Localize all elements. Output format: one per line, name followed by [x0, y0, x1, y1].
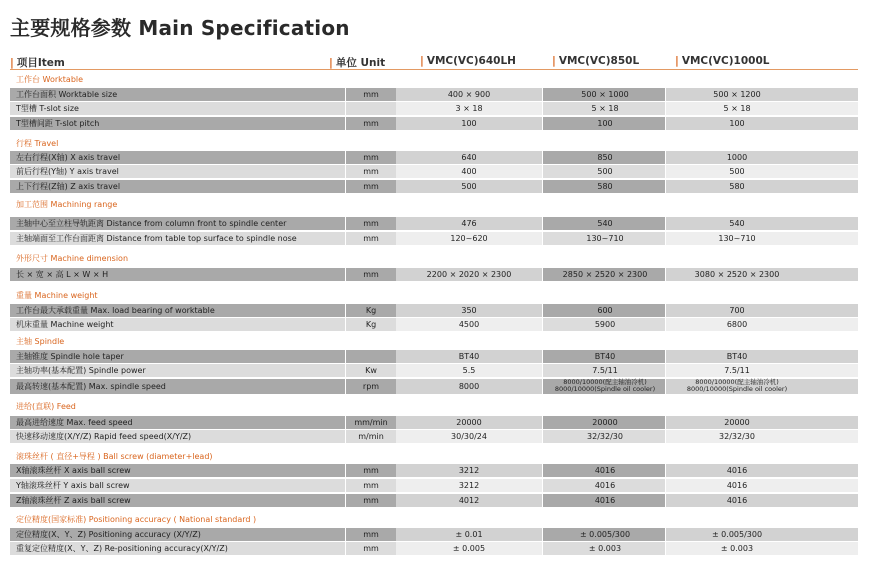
row-value-1: 30/30/24 [451, 432, 487, 441]
row-value-3: 7.5/11 [724, 366, 750, 375]
row-value-3: ± 0.005/300 [711, 530, 763, 539]
row-value-3: 20000 [724, 418, 750, 427]
row-value-3: 100 [729, 119, 745, 128]
row-value-2: ± 0.003 [588, 544, 622, 553]
section-machining: 加工范围 Machining range [16, 200, 118, 209]
section-weight: 重量 Machine weight [16, 291, 98, 300]
row-value-3b: 8000/10000(Spindle oil cooler) [686, 385, 788, 393]
row-value-2b: 8000/10000(Spindle oil cooler) [554, 385, 656, 393]
row-value-2: 5 × 18 [591, 104, 619, 113]
row-value-2: 7.5/11 [592, 366, 618, 375]
row-unit: rpm [362, 382, 380, 391]
row-unit: mm [363, 544, 379, 553]
row-value-2: 850 [597, 153, 613, 162]
table-row [10, 165, 858, 178]
row-value-1: BT40 [458, 352, 480, 361]
row-label: 快速移动速度(X/Y/Z) Rapid feed speed(X/Y/Z) [16, 432, 192, 441]
row-label: 左右行程(X轴) X axis travel [16, 153, 121, 162]
row-value-2: 580 [597, 182, 613, 191]
row-label: 最高转速(基本配置) Max. spindle speed [16, 382, 166, 391]
section-feed: 进给(直联) Feed [16, 402, 76, 411]
row-value-2: 500 [597, 167, 613, 176]
header-model-1 [420, 55, 516, 67]
table-row [10, 180, 858, 193]
section-spindle: 主轴 Spindle [16, 337, 65, 346]
row-label: 主轴锥度 Spindle hole taper [16, 352, 124, 361]
row-value-2: ± 0.005/300 [579, 530, 631, 539]
row-label: 最高进给速度 Max. feed speed [16, 418, 133, 427]
row-unit: mm/min [354, 418, 388, 427]
row-unit: mm [363, 270, 379, 279]
table-row [10, 151, 858, 164]
table-row [10, 364, 858, 377]
row-value-3: BT40 [726, 352, 748, 361]
row-value-3: 580 [729, 182, 745, 191]
row-label: 长 × 宽 × 高 L × W × H [16, 270, 109, 279]
row-value-1: 8000 [458, 382, 480, 391]
row-value-3: 4016 [726, 466, 748, 475]
row-label: T型槽 T-slot size [16, 104, 79, 113]
header-item-label: 项目Item [16, 57, 65, 69]
table-row [10, 350, 858, 363]
row-label: 主轴端面至工作台面距离 Distance from table top surface to spindle nose [16, 234, 297, 243]
row-unit: m/min [358, 432, 384, 441]
row-value-1: 476 [461, 219, 477, 228]
header-unit [329, 55, 385, 70]
row-unit: mm [363, 219, 379, 228]
row-value-1: 5.5 [462, 366, 476, 375]
row-label: 主轴中心至立柱导轨距离 Distance from column front to spindle center [16, 219, 287, 228]
row-value-1: ± 0.005 [452, 544, 486, 553]
row-value-1: 120~620 [450, 234, 488, 243]
row-value-1: 3212 [458, 481, 480, 490]
table-row [10, 528, 858, 541]
header-divider [10, 69, 858, 70]
row-value-1: 4012 [458, 496, 480, 505]
row-value-3: 3080 × 2520 × 2300 [694, 270, 780, 279]
row-label: Z轴滚珠丝杆 Z axis ball screw [16, 496, 131, 505]
row-unit: mm [363, 90, 379, 99]
row-label: 重复定位精度(X、Y、Z) Re-positioning accuracy(X/Y/Z) [16, 544, 228, 553]
row-unit: mm [363, 119, 379, 128]
table-row [10, 542, 858, 555]
row-value-2: 100 [597, 119, 613, 128]
row-value-1: 3212 [458, 466, 480, 475]
row-unit: mm [363, 530, 379, 539]
row-label: Y轴滚珠丝杆 Y axis ball screw [16, 481, 130, 490]
row-unit: Kw [365, 366, 377, 375]
table-row [10, 117, 858, 130]
row-value-3: 1000 [726, 153, 748, 162]
header-marker-icon: | [329, 57, 333, 69]
row-value-2: 4016 [594, 481, 616, 490]
row-label: 工作台面积 Worktable size [16, 90, 118, 99]
row-value-3: 700 [729, 306, 745, 315]
table-row [10, 430, 858, 443]
row-value-3a: 8000/10000(配主轴油冷机) [695, 378, 779, 386]
table-row [10, 217, 858, 230]
row-unit: mm [363, 167, 379, 176]
row-value-2: 130~710 [586, 234, 624, 243]
row-label: 上下行程(Z轴) Z axis travel [16, 182, 121, 191]
row-value-3: 4016 [726, 481, 748, 490]
row-value-2: 4016 [594, 496, 616, 505]
row-value-2: 600 [597, 306, 613, 315]
table-row [10, 268, 858, 281]
row-value-2: 540 [597, 219, 613, 228]
table-row [10, 88, 858, 101]
row-value-1: 4500 [458, 320, 480, 329]
header-marker-icon: | [552, 55, 556, 67]
page-title: 主要规格参数 Main Specification [10, 16, 350, 40]
row-unit: mm [363, 466, 379, 475]
row-unit: mm [363, 481, 379, 490]
row-value-3: 4016 [726, 496, 748, 505]
row-value-1: ± 0.01 [455, 530, 483, 539]
row-value-3: ± 0.003 [720, 544, 754, 553]
row-unit: Kg [365, 306, 377, 315]
row-label: 主轴功率(基本配置) Spindle power [16, 366, 146, 375]
row-label: 定位精度(X、Y、Z) Positioning accuracy (X/Y/Z) [16, 530, 201, 539]
row-unit: mm [363, 234, 379, 243]
row-value-3: 500 [729, 167, 745, 176]
table-row [10, 232, 858, 245]
header-marker-icon: | [420, 55, 424, 67]
table-row [10, 379, 858, 394]
row-label: 前后行程(Y轴) Y axis travel [16, 167, 119, 176]
row-value-1: 400 [461, 167, 477, 176]
row-value-3: 5 × 18 [723, 104, 751, 113]
row-value-2: BT40 [594, 352, 616, 361]
section-dimension: 外形尺寸 Machine dimension [16, 254, 129, 263]
row-unit [346, 102, 396, 115]
row-value-1: 400 × 900 [447, 90, 491, 99]
header-model-2-label: VMC(VC)850L [558, 55, 640, 67]
row-label: 机床重量 Machine weight [16, 320, 114, 329]
row-value-2a: 8000/10000(配主轴油冷机) [563, 378, 647, 386]
table-row [10, 464, 858, 477]
row-label: 工作台最大承载重量 Max. load bearing of worktable [16, 306, 215, 315]
row-value-3: 6800 [726, 320, 748, 329]
header-model-2 [552, 55, 639, 67]
header-unit-label: 单位 Unit [335, 57, 386, 69]
row-unit: mm [363, 496, 379, 505]
row-value-1: 3 × 18 [455, 104, 483, 113]
section-accuracy: 定位精度(国家标准) Positioning accuracy ( National standard ) [16, 515, 257, 524]
section-ballscrew: 滚珠丝杆 ( 直径+导程 ) Ball screw (diameter+lead) [16, 452, 213, 461]
row-value-1: 640 [461, 153, 477, 162]
table-row [10, 479, 858, 492]
row-value-3: 540 [729, 219, 745, 228]
header-item [10, 55, 65, 70]
row-value-3: 500 × 1200 [713, 90, 761, 99]
section-worktable: 工作台 Worktable [16, 75, 84, 84]
row-value-2: 4016 [594, 466, 616, 475]
row-value-2: 20000 [592, 418, 618, 427]
table-row [10, 102, 858, 115]
table-row [10, 494, 858, 507]
section-travel: 行程 Travel [16, 139, 59, 148]
row-value-1: 100 [461, 119, 477, 128]
row-value-2: 5900 [594, 320, 616, 329]
table-row [10, 318, 858, 331]
row-value-1: 2200 × 2020 × 2300 [426, 270, 512, 279]
row-unit: Kg [365, 320, 377, 329]
header-model-1-label: VMC(VC)640LH [426, 55, 516, 67]
row-value-3: 32/32/30 [719, 432, 755, 441]
header-marker-icon: | [10, 57, 14, 69]
row-unit [346, 350, 396, 363]
row-value-2: 32/32/30 [587, 432, 623, 441]
table-row [10, 416, 858, 429]
row-value-1: 500 [461, 182, 477, 191]
header-marker-icon: | [675, 55, 679, 67]
row-value-3: 130~710 [718, 234, 756, 243]
row-value-2: 2850 × 2520 × 2300 [562, 270, 648, 279]
row-unit: mm [363, 182, 379, 191]
row-label: T型槽间距 T-slot pitch [16, 119, 100, 128]
row-label: X轴滚珠丝杆 X axis ball screw [16, 466, 131, 475]
row-value-2: 500 × 1000 [581, 90, 629, 99]
header-model-3-label: VMC(VC)1000L [681, 55, 770, 67]
row-unit: mm [363, 153, 379, 162]
header-model-3 [675, 55, 769, 67]
table-row [10, 304, 858, 317]
row-value-1: 20000 [456, 418, 482, 427]
row-value-1: 350 [461, 306, 477, 315]
